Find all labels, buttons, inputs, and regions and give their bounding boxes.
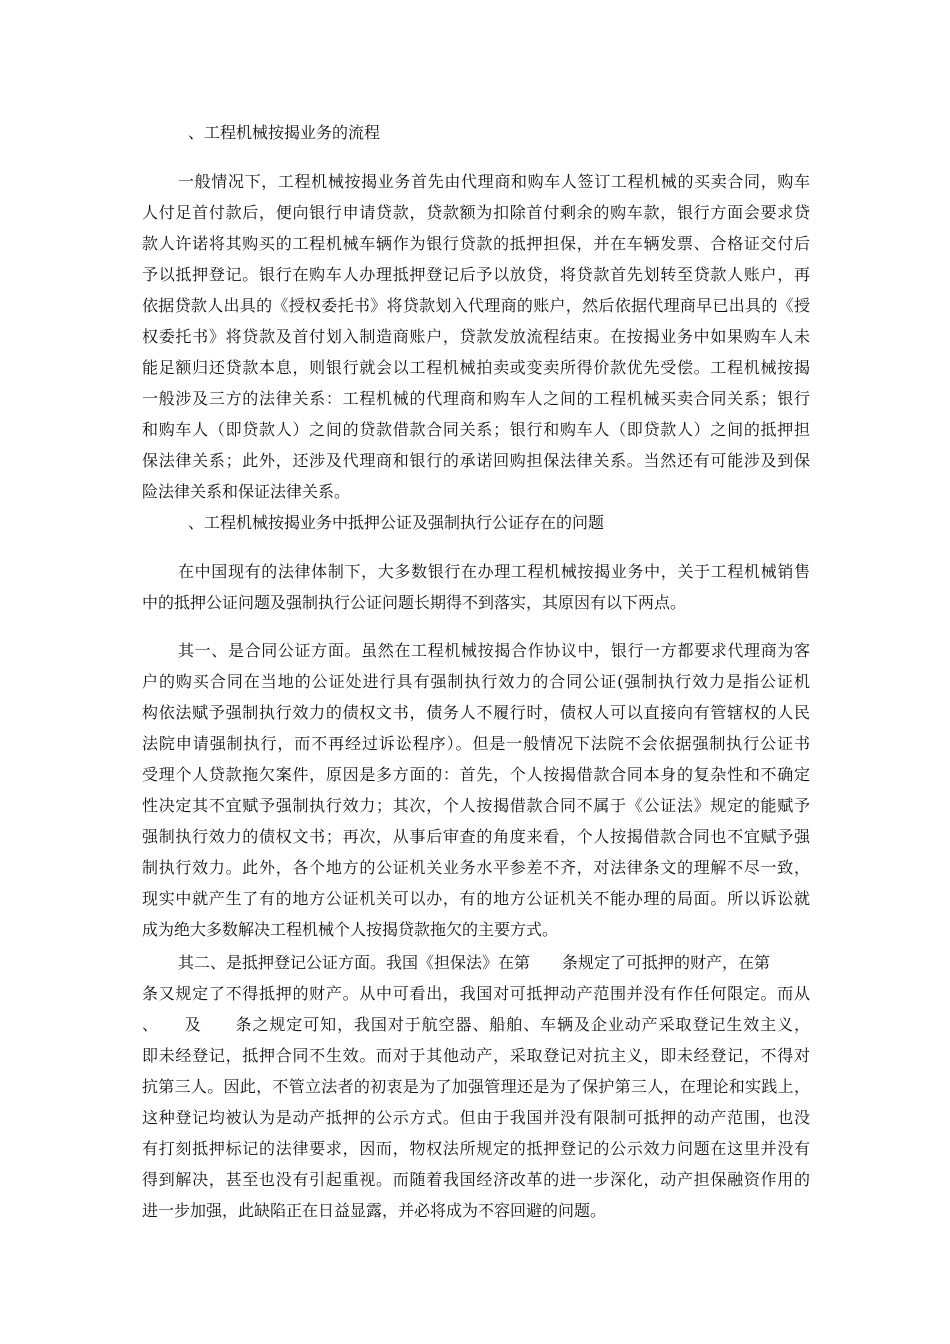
- paragraph-3: [142, 635, 810, 945]
- paragraph-line: 其一、是合同公证方面。虽然在工程机械按揭合作协议中，银行一方都要求代理商为客: [178, 641, 810, 660]
- paragraph-line: 其二、是抵押登记公证方面。我国《担保法》在第 条规定了可抵押的财产，在第: [178, 953, 771, 972]
- paragraph-line: 法院申请强制执行，而不再经过诉讼程序）。但是一般情况下法院不会依据强制执行公证书: [142, 734, 810, 753]
- paragraph-line: 保法律关系；此外，还涉及代理商和银行的承诺回购担保法律关系。当然还有可能涉及到保: [142, 451, 810, 470]
- paragraph-line: 依据贷款人出具的《授权委托书》将贷款划入代理商的账户，然后依据代理商早已出具的《授: [142, 296, 810, 315]
- paragraph-line: 抗第三人。因此，不管立法者的初衷是为了加强管理还是为了保护第三人，在理论和实践上，: [142, 1077, 810, 1096]
- paragraph-line: 制执行效力。此外，各个地方的公证机关业务水平参差不齐，对法律条文的理解不尽一致，: [142, 858, 810, 877]
- paragraph-line: 即未经登记，抵押合同不生效。而对于其他动产，采取登记对抗主义，即未经登记，不得对: [142, 1046, 810, 1065]
- paragraph-line: 在中国现有的法律体制下，大多数银行在办理工程机械按揭业务中，关于工程机械销售: [178, 562, 810, 581]
- section-heading-2: 、工程机械按揭业务中抵押公证及强制执行公证存在的问题: [188, 513, 605, 532]
- section-heading-1: 、工程机械按揭业务的流程: [188, 123, 381, 142]
- paragraph-2: [142, 556, 810, 618]
- paragraph-line: 人付足首付款后，便向银行申请贷款，贷款额为扣除首付剩余的购车款，银行方面会要求贷: [142, 203, 810, 222]
- paragraph-line: 进一步加强，此缺陷正在日益显露，并必将成为不容回避的问题。: [142, 1201, 607, 1220]
- paragraph-line: 能足额归还贷款本息，则银行就会以工程机械拍卖或变卖所得价款优先受偿。工程机械按揭: [142, 358, 810, 377]
- paragraph-line: 和购车人（即贷款人）之间的贷款借款合同关系；银行和购车人（即贷款人）之间的抵押担: [142, 420, 810, 439]
- paragraph-line: 构依法赋予强制执行效力的债权文书，债务人不履行时，债权人可以直接向有管辖权的人民: [142, 703, 810, 722]
- paragraph-4: [142, 947, 810, 1226]
- paragraph-line: 受理个人贷款拖欠案件，原因是多方面的：首先，个人按揭借款合同本身的复杂性和不确定: [142, 765, 810, 784]
- paragraph-line: 这种登记均被认为是动产抵押的公示方式。但由于我国并没有限制可抵押的动产范围，也没: [142, 1108, 810, 1127]
- paragraph-line: 中的抵押公证问题及强制执行公证问题长期得不到落实，其原因有以下两点。: [142, 593, 687, 612]
- paragraph-line: 成为绝大多数解决工程机械个人按揭贷款拖欠的主要方式。: [142, 920, 559, 939]
- paragraph-line: 款人许诺将其购买的工程机械车辆作为银行贷款的抵押担保，并在车辆发票、合格证交付后: [142, 234, 810, 253]
- paragraph-line: 、 及 条之规定可知，我国对于航空器、船舶、车辆及企业动产采取登记生效主义，: [142, 1015, 810, 1034]
- paragraph-line: 性决定其不宜赋予强制执行效力；其次，个人按揭借款合同不属于《公证法》规定的能赋予: [142, 796, 810, 815]
- paragraph-line: 一般情况下，工程机械按揭业务首先由代理商和购车人签订工程机械的买卖合同，购车: [178, 172, 810, 191]
- paragraph-line: 条又规定了不得抵押的财产。从中可看出，我国对可抵押动产范围并没有作任何限定。而从: [142, 984, 810, 1003]
- paragraph-line: 强制执行效力的债权文书；再次，从事后审查的角度来看，个人按揭借款合同也不宜赋予强: [142, 827, 810, 846]
- paragraph-line: 有打刻抵押标记的法律要求，因而，物权法所规定的抵押登记的公示效力问题在这里并没有: [142, 1139, 810, 1158]
- paragraph-line: 予以抵押登记。银行在购车人办理抵押登记后予以放贷，将贷款首先划转至贷款人账户，再: [142, 265, 810, 284]
- paragraph-line: 现实中就产生了有的地方公证机关可以办，有的地方公证机关不能办理的局面。所以诉讼就: [142, 889, 810, 908]
- paragraph-line: 权委托书》将贷款及首付划入制造商账户，贷款发放流程结束。在按揭业务中如果购车人未: [142, 327, 810, 346]
- paragraph-line: 得到解决，甚至也没有引起重视。而随着我国经济改革的进一步深化，动产担保融资作用的: [142, 1170, 810, 1189]
- paragraph-line: 一般涉及三方的法律关系：工程机械的代理商和购车人之间的工程机械买卖合同关系；银行: [142, 389, 810, 408]
- paragraph-1: [142, 166, 810, 507]
- paragraph-line: 险法律关系和保证法律关系。: [142, 482, 351, 501]
- paragraph-line: 户的购买合同在当地的公证处进行具有强制执行效力的合同公证(强制执行效力是指公证机: [142, 672, 810, 691]
